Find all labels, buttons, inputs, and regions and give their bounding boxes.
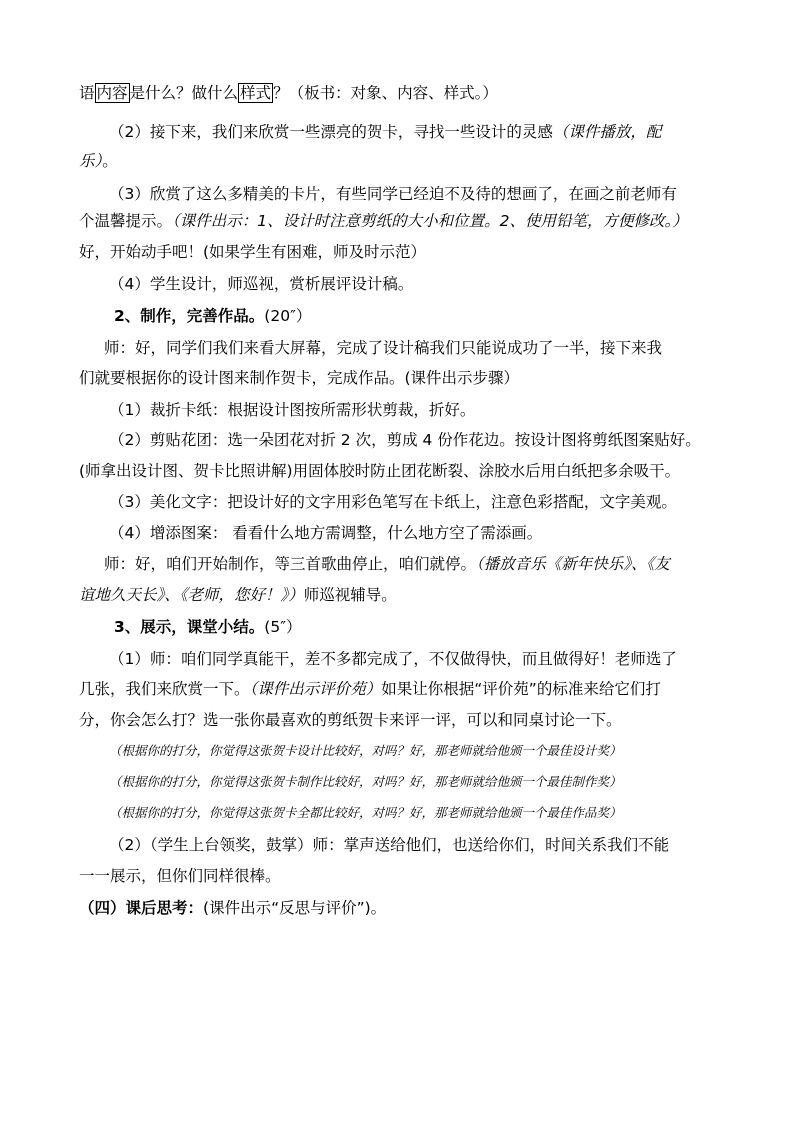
text-line: 几张，我们来欣赏一下。（课件出示评价苑）如果让你根据“评价苑”的标准来给它们打 xyxy=(79,680,661,698)
text-line: 师：好，同学们我们来看大屏幕，完成了设计稿我们只能说成功了一半，接下来我 xyxy=(104,339,663,357)
section-heading: 3、展示，课堂小结。(5″） xyxy=(114,618,302,636)
text-line: 语 内容 是什么？做什么 样式 ？（板书：对象、内容、样式。） xyxy=(79,84,498,102)
text-line: 一一展示，但你们同样很棒。 xyxy=(79,867,281,885)
section-heading: 2、制作，完善作品。(20″） xyxy=(114,307,312,325)
text-line: （根据你的打分，你觉得这张贺卡设计比较好，对吗？好，那老师就给他颁一个最佳设计奖） xyxy=(109,743,622,758)
text-line: （2）（学生上台领奖，鼓掌）师：掌声送给他们，也送给你们，时间关系我们不能 xyxy=(109,836,670,854)
text-line: 师：好，咱们开始制作，等三首歌曲停止，咱们就停。（播放音乐《新年快乐》、《友 xyxy=(104,555,670,573)
text-line: （3）欣赏了这么多精美的卡片，有些同学已经迫不及待的想画了，在画之前老师有 xyxy=(109,185,677,203)
text-line: （4）增添图案： 看看什么地方需调整，什么地方空了需添画。 xyxy=(109,524,543,542)
text-line: （2）剪贴花团：选一朵团花对折 2 次，剪成 4 份作花边。按设计图将剪纸图案贴好。 xyxy=(109,431,701,449)
text-line: （1）师：咱们同学真能干，差不多都完成了，不仅做得快，而且做得好！老师选了 xyxy=(109,650,677,668)
section-heading: （四）课后思考：(课件出示“反思与评价”)。 xyxy=(79,899,387,917)
text-line: （根据你的打分，你觉得这张贺卡全都比较好，对吗？好，那老师就给他颁一个最佳作品奖） xyxy=(109,805,622,820)
boxed-word-content: 内容 xyxy=(96,84,128,102)
text-line: （4）学生设计，师巡视，赏析展评设计稿。 xyxy=(109,275,414,293)
text-line: （3）美化文字：把设计好的文字用彩色笔写在卡纸上，注意色彩搭配，文字美观。 xyxy=(109,493,677,511)
text-line: 乐）。 xyxy=(79,152,118,170)
text-line: 分，你会怎么打？选一张你最喜欢的剪纸贺卡来评一评，可以和同桌讨论一下。 xyxy=(79,711,622,729)
text-line: （1）裁折卡纸：根据设计图按所需形状剪裁，折好。 xyxy=(109,401,476,419)
text-line: 们就要根据你的设计图来制作贺卡，完成作品。(课件出示步骤） xyxy=(79,369,520,387)
text-line: （根据你的打分，你觉得这张贺卡制作比较好，对吗？好，那老师就给他颁一个最佳制作奖） xyxy=(109,774,622,789)
boxed-word-style: 样式 xyxy=(240,84,272,102)
text-line: 谊地久天长》、《老师，您好！》）师巡视辅导。 xyxy=(79,586,397,604)
text-line: 个温馨提示。（课件出示：1、设计时注意剪纸的大小和位置。2、使用铅笔，方便修改。） xyxy=(79,212,688,230)
text-line: （2）接下来，我们来欣赏一些漂亮的贺卡，寻找一些设计的灵感（课件播放，配 xyxy=(109,123,662,141)
text-line: (师拿出设计图、贺卡比照讲解)用固体胶时防止团花断裂、涂胶水后用白纸把多余吸干。 xyxy=(79,462,681,480)
text-line: 好，开始动手吧！(如果学生有困难，师及时示范） xyxy=(79,243,427,261)
